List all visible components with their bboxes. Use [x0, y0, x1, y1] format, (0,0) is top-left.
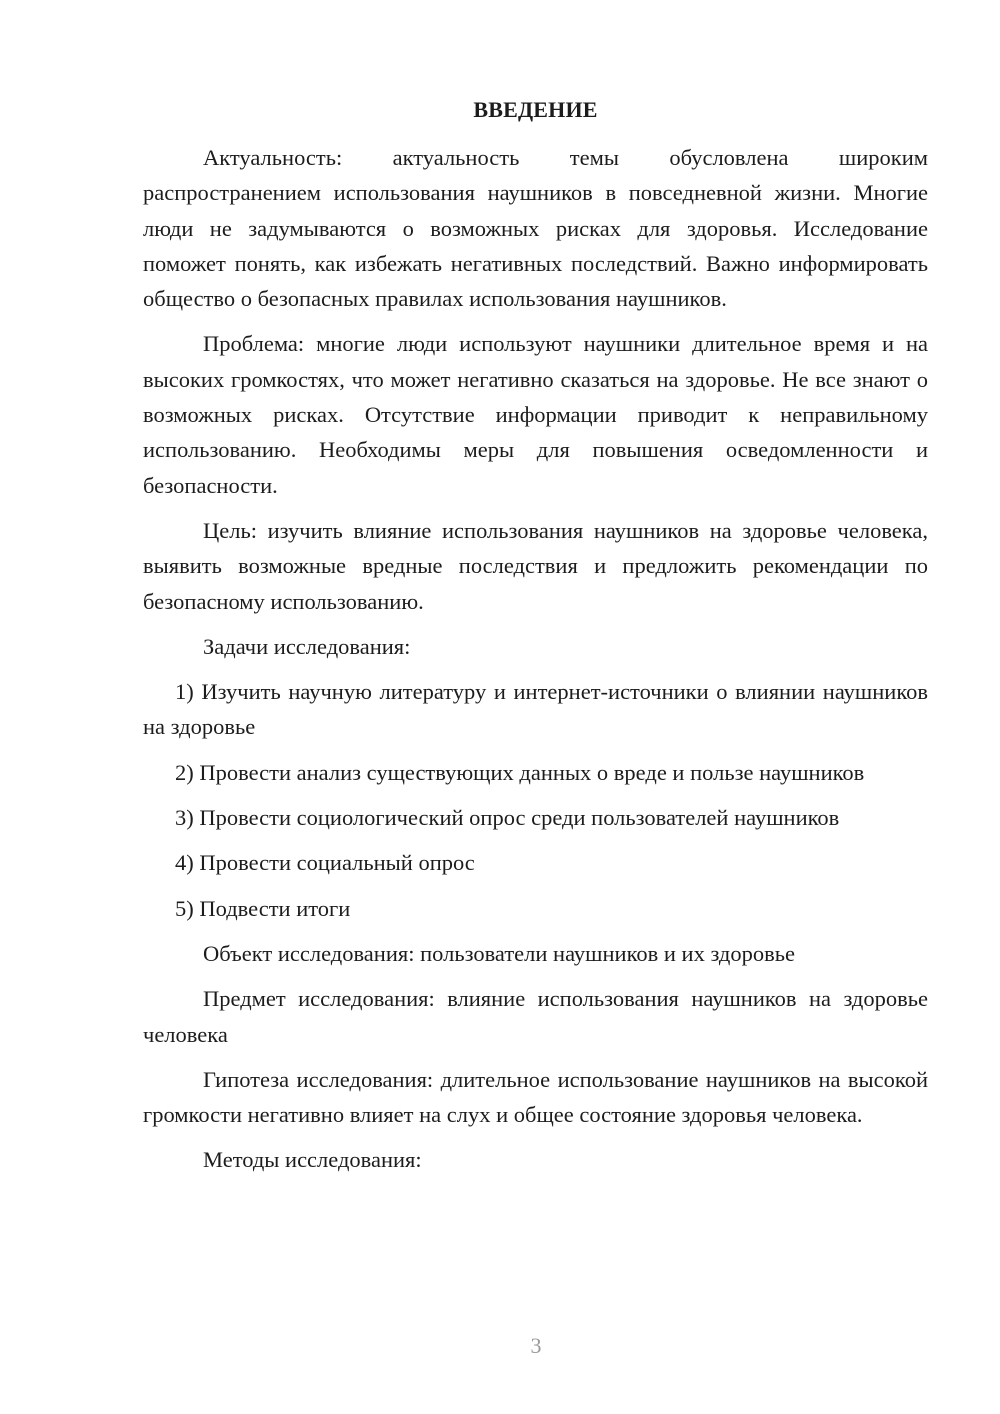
- hypothesis-paragraph: Гипотеза исследования: длительное использование наушников на высокой громкости негативно влияет на слух и общее состояние здоровья человека.: [143, 1066, 928, 1128]
- section-title: ВВЕДЕНИЕ: [473, 97, 598, 122]
- relevance-paragraph: Актуальность: актуальность темы обусловлена широким распространением использования наушников в повседневной жизни. Многие люди не задумываются о возможных рисках для здоровья. Исследование поможет понять, как избежать негативных последствий. Важно информировать общество о безопасных правилах использования наушников.: [143, 145, 928, 312]
- task-item-1: 1) Изучить научную литературу и интернет-источники о влиянии наушников на здоровье: [143, 679, 928, 740]
- goal-paragraph: Цель: изучить влияние использования наушников на здоровье человека, выявить возможные вредные последствия и предложить рекомендации по безопасному использованию.: [143, 517, 928, 614]
- task-item-4: 4) Провести социальный опрос: [175, 850, 475, 876]
- page-number: 3: [530, 1333, 542, 1358]
- task-item-3: 3) Провести социологический опрос среди пользователей наушников: [175, 805, 840, 831]
- page-content: [143, 90, 928, 1178]
- task-item-5: 5) Подвести итоги: [175, 895, 351, 921]
- task-item-2: 2) Провести анализ существующих данных о вреде и пользе наушников: [175, 759, 865, 785]
- object-paragraph: Объект исследования: пользователи наушников и их здоровье: [203, 940, 795, 966]
- methods-heading: Методы исследования:: [203, 1147, 422, 1173]
- problem-paragraph: Проблема: многие люди используют наушники длительное время и на высоких громкостях, что может негативно сказаться на здоровье. Не все знают о возможных рисках. Отсутствие информации приводит к неправильному использованию. Необходимы меры для повышения осведомленности и безопасности.: [143, 331, 928, 498]
- subject-paragraph: Предмет исследования: влияние использования наушников на здоровье человека: [143, 986, 928, 1047]
- tasks-heading: Задачи исследования:: [203, 633, 411, 659]
